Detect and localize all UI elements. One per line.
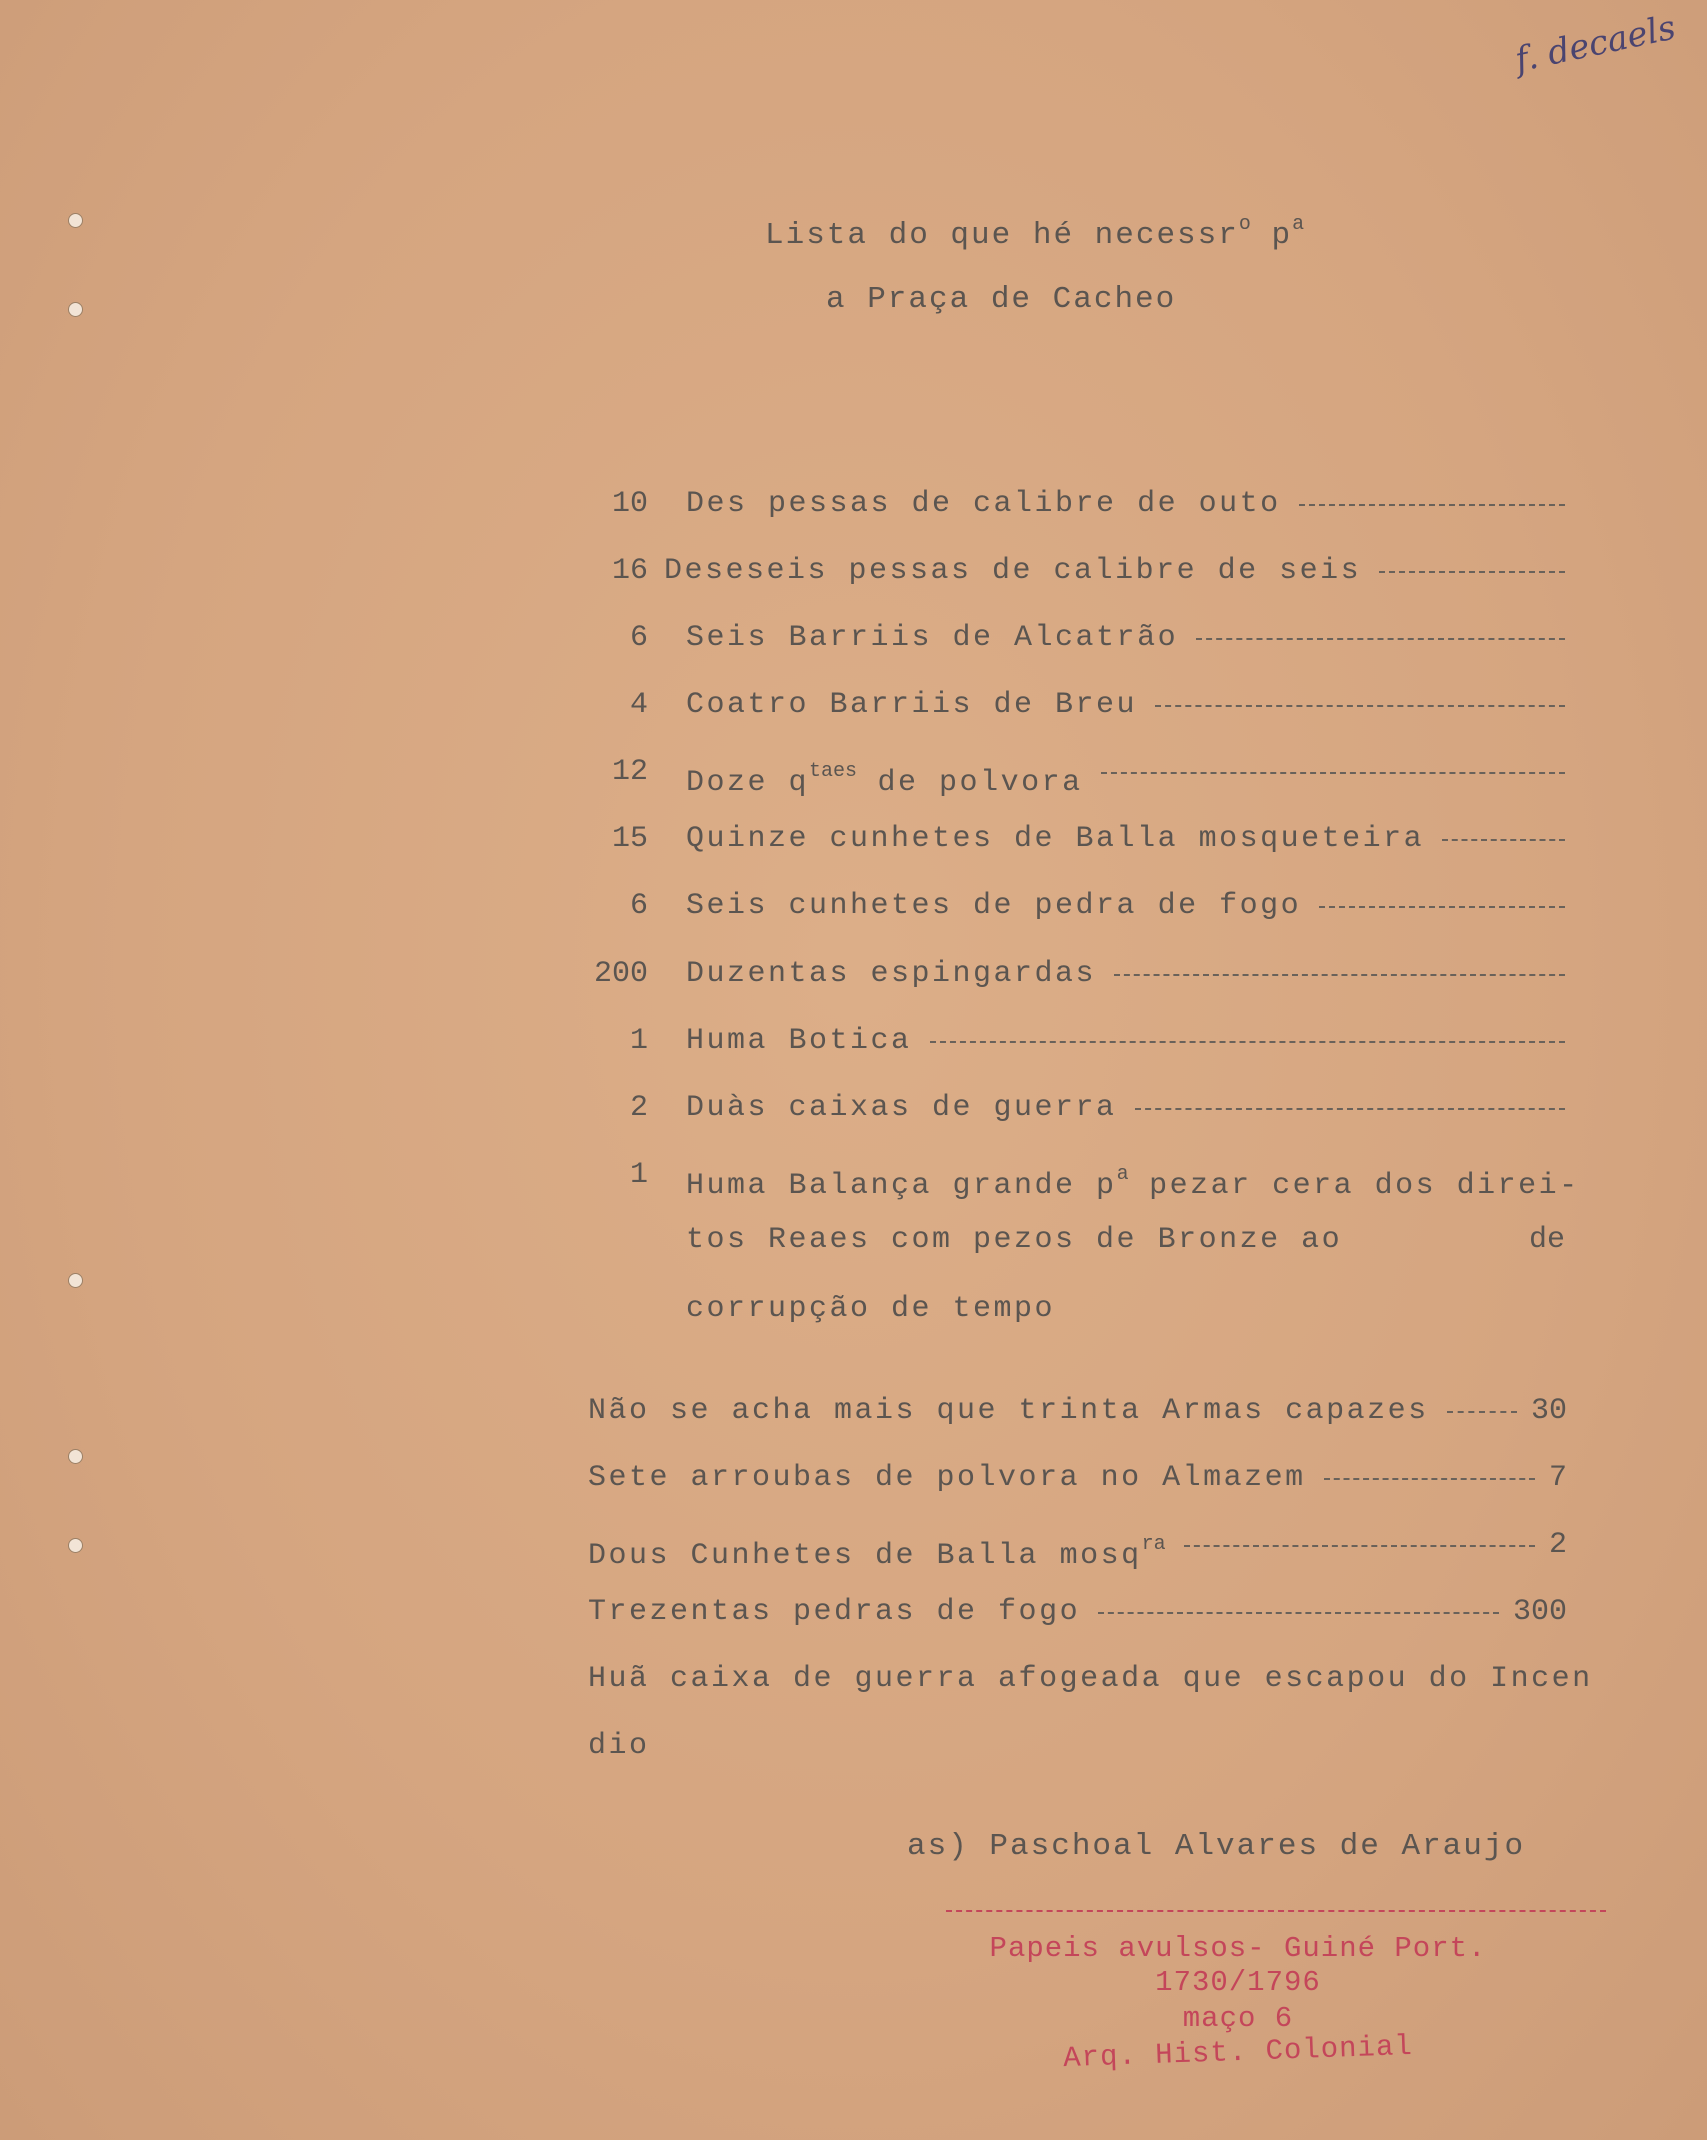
item-description: Deseseis pessas de calibre de seis <box>664 554 1362 588</box>
item-row <box>0 685 1707 725</box>
item-quantity: 4 <box>629 688 648 722</box>
existing-quantity: 30 <box>1530 1394 1567 1428</box>
item-quantity: 16 <box>611 554 648 588</box>
punch-hole <box>68 302 83 317</box>
signature: as) Paschoal Alvares de Araujo <box>907 1829 1526 1864</box>
archive-stamp-line2: 1730/1796 <box>1155 1966 1321 1999</box>
existing-description: Trezentas pedras de fogo <box>588 1595 1081 1629</box>
item-row <box>0 752 1707 800</box>
item-row <box>0 484 1707 524</box>
item-description: Quinze cunhetes de Balla mosqueteira <box>686 822 1425 856</box>
item-quantity: 2 <box>629 1091 648 1125</box>
item-description: Duzentas espingardas <box>686 957 1097 991</box>
item-row <box>0 1155 1707 1203</box>
handwritten-margin-note: f. decaels <box>1511 7 1680 81</box>
item-description: Huma Botica <box>686 1024 912 1058</box>
punch-hole <box>68 213 83 228</box>
existing-description: Dous Cunhetes de Balla mosq$^{ra}$ <box>588 1533 1166 1573</box>
archive-stamp-line3: maço 6 <box>1182 2002 1294 2035</box>
item-continuation-end: de <box>1528 1223 1565 1257</box>
leader-dashes <box>1324 1478 1535 1480</box>
punch-hole <box>68 1273 83 1288</box>
leader-dashes <box>1447 1411 1517 1413</box>
leader-dashes <box>1319 906 1565 908</box>
document-title-line2: a Praça de Cacheo <box>826 282 1177 317</box>
archive-stamp-line4: Arq. Hist. Colonial <box>1062 2029 1414 2076</box>
item-row <box>0 551 1707 591</box>
item-continuation-line: corrupção de tempo <box>686 1292 1056 1326</box>
existing-row <box>0 1592 1707 1632</box>
leader-dashes <box>1442 839 1565 841</box>
existing-quantity: 300 <box>1512 1595 1567 1629</box>
item-quantity: 200 <box>593 957 648 991</box>
binding-holes <box>60 0 90 2140</box>
item-quantity: 1 <box>629 1158 648 1192</box>
item-description: Coatro Barriis de Breu <box>686 688 1138 722</box>
item-row <box>0 618 1707 658</box>
last-entry-line1: Huã caixa de guerra afogeada que escapou do Incen <box>588 1662 1593 1696</box>
leader-dashes <box>1114 974 1565 976</box>
item-description: Duàs caixas de guerra <box>686 1091 1117 1125</box>
item-quantity: 10 <box>611 487 648 521</box>
document-title-line1: Lista do que hé necessr$^o$ $p^a$ <box>765 213 1305 253</box>
item-description: Doze $q^{taes}$ de polvora <box>686 760 1083 800</box>
leader-dashes <box>1098 1612 1499 1614</box>
leader-dashes <box>1155 705 1565 707</box>
existing-row <box>0 1458 1707 1498</box>
leader-dashes <box>1135 1108 1565 1110</box>
leader-dashes <box>1184 1545 1535 1547</box>
item-description: Des pessas de calibre de outo <box>686 487 1281 521</box>
item-quantity: 6 <box>629 889 648 923</box>
last-entry-line2: dio <box>588 1729 650 1763</box>
stamp-divider <box>946 1910 1606 1912</box>
leader-dashes <box>1299 504 1565 506</box>
existing-quantity: 7 <box>1548 1461 1567 1495</box>
leader-dashes <box>1379 571 1565 573</box>
item-row <box>0 819 1707 859</box>
leader-dashes <box>930 1041 1565 1043</box>
existing-quantity: 2 <box>1548 1528 1567 1562</box>
archive-stamp-line1: Papeis avulsos- Guiné Port. <box>989 1932 1487 1965</box>
leader-dashes <box>1101 772 1565 774</box>
existing-description: Não se acha mais que trinta Armas capazes <box>588 1394 1429 1428</box>
item-description: Huma Balança grande $p^a$ pezar cera dos direi- <box>686 1163 1580 1203</box>
item-description: Seis cunhetes de pedra de fogo <box>686 889 1302 923</box>
item-quantity: 15 <box>611 822 648 856</box>
item-row <box>0 1088 1707 1128</box>
item-row <box>0 954 1707 994</box>
item-quantity: 6 <box>629 621 648 655</box>
item-row <box>0 886 1707 926</box>
item-continuation-line: tos Reaes com pezos de Bronze ao <box>686 1223 1343 1257</box>
leader-dashes <box>1196 638 1565 640</box>
item-row <box>0 1021 1707 1061</box>
item-quantity: 1 <box>629 1024 648 1058</box>
item-quantity: 12 <box>611 755 648 789</box>
item-description: Seis Barriis de Alcatrão <box>686 621 1179 655</box>
existing-description: Sete arroubas de polvora no Almazem <box>588 1461 1306 1495</box>
existing-row <box>0 1525 1707 1573</box>
existing-row <box>0 1391 1707 1431</box>
